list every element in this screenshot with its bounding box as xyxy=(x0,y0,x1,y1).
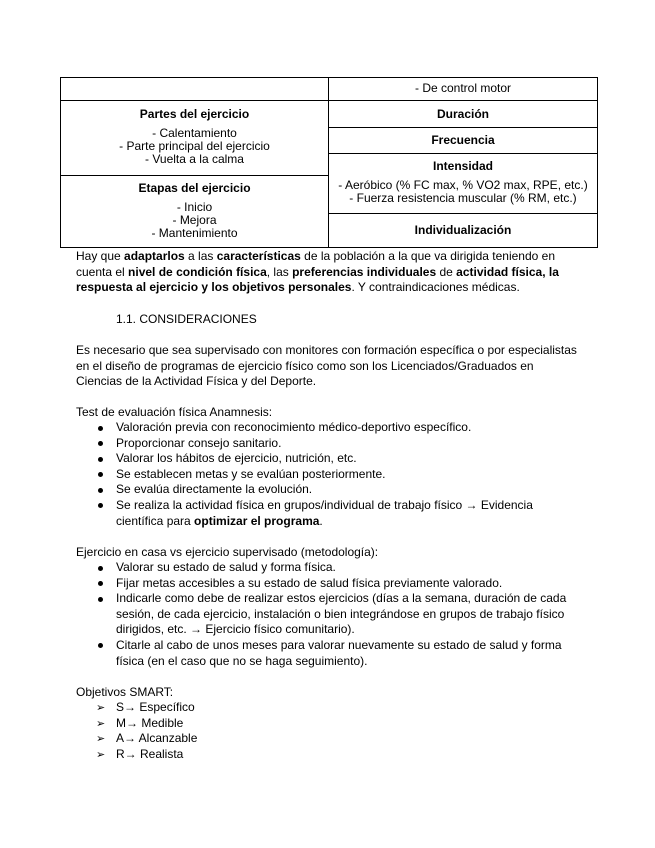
cell-control-motor xyxy=(329,82,597,95)
list-item: Se establecen metas y se evalúan posteriormente. xyxy=(96,467,581,483)
cell-duracion xyxy=(329,108,597,121)
cell-frecuencia xyxy=(329,134,597,147)
list-item: Fijar metas accesibles a su estado de salud física previamente valorado. xyxy=(96,576,581,592)
smart-intro: Objetivos SMART: xyxy=(76,685,174,699)
etapas-title: Etapas del ejercicio xyxy=(138,181,251,195)
bold-run: características xyxy=(216,249,301,263)
text-run: de la población a la que va dirigida teniendo en cuenta el xyxy=(76,249,556,279)
text-run: . Y contraindicaciones médicas. xyxy=(351,280,520,295)
intensidad-title: Intensidad xyxy=(432,159,493,173)
list-item: Se evalúa directamente la evolución. xyxy=(96,482,581,498)
list-item: Valoración previa con reconocimiento médico-deportivo específico. xyxy=(96,420,581,436)
casa-intro: Ejercicio en casa vs ejercicio supervisado (metodología): xyxy=(76,545,379,559)
list-item: ➢ M→ Medible xyxy=(96,716,581,732)
etapas-item: - Mantenimiento xyxy=(151,226,238,240)
cell-individualizacion xyxy=(329,224,597,237)
cell-partes-ejercicio xyxy=(61,108,328,166)
bold-run: optimizar el programa xyxy=(194,513,320,528)
paragraph-adaptarlos xyxy=(76,249,581,296)
frecuencia-title: Frecuencia xyxy=(431,133,495,147)
bold-run: adaptarlos xyxy=(124,249,185,263)
list-item: ➢ R→ Realista xyxy=(96,747,581,763)
list-item: Citarle al cabo de unos meses para valorar nuevamente su estado de salud y forma física (en el caso que no se haga seguimiento). xyxy=(96,638,581,669)
bold-run: actividad física, la respuesta al ejercicio y los objetivos personales xyxy=(76,264,559,295)
etapas-item: - Mejora xyxy=(172,213,217,227)
control-motor-text: - De control motor xyxy=(414,81,512,95)
exercise-table xyxy=(60,77,598,248)
individualizacion-title: Individualización xyxy=(414,223,512,237)
text-run: a las xyxy=(184,249,217,263)
text-run: . xyxy=(319,513,323,528)
list-item: Proporcionar consejo sanitario. xyxy=(96,436,581,452)
test-intro: Test de evaluación física Anamnesis: xyxy=(76,405,273,419)
bold-run: preferencias individuales xyxy=(292,264,437,279)
bold-run: nivel de condición física xyxy=(128,264,267,279)
intensidad-item: - Aeróbico (% FC max, % VO2 max, RPE, etc.) xyxy=(338,178,588,192)
text-run: Hay que xyxy=(76,249,125,263)
partes-item: - Vuelta a la calma xyxy=(145,152,244,166)
partes-item: - Parte principal del ejercicio xyxy=(119,139,270,153)
list-item: ➢ A→ Alcanzable xyxy=(96,731,581,747)
test-list xyxy=(96,420,581,529)
partes-item: - Calentamiento xyxy=(152,126,237,140)
cell-intensidad xyxy=(329,160,597,205)
casa-list xyxy=(96,560,581,669)
partes-title: Partes del ejercicio xyxy=(139,107,250,121)
list-item: Valorar los hábitos de ejercicio, nutrición, etc. xyxy=(96,451,581,467)
section-heading: 1.1. CONSIDERACIONES xyxy=(116,312,257,326)
paragraph-supervisado: Es necesario que sea supervisado con monitores con formación específica o por especialistas en el diseño de programas de ejercicio físico como son los Licenciados/Graduados en Ciencias de la Actividad Física y del Deporte. xyxy=(76,343,577,389)
cell-etapas-ejercicio xyxy=(61,182,328,240)
text-run: Se realiza la actividad física en grupos/individual de trabajo físico → Evidencia científica para xyxy=(116,497,533,528)
text-run: de xyxy=(436,264,457,279)
smart-list xyxy=(96,700,581,762)
intensidad-item: - Fuerza resistencia muscular (% RM, etc.) xyxy=(349,191,577,205)
list-item: ➢ S→ Específico xyxy=(96,700,581,716)
list-item: Valorar su estado de salud y forma física. xyxy=(96,560,581,576)
duracion-title: Duración xyxy=(436,107,489,121)
list-item xyxy=(96,498,581,529)
text-run: , las xyxy=(266,264,293,279)
etapas-item: - Inicio xyxy=(176,200,213,214)
list-item: Indicarle como debe de realizar estos ejercicios (días a la semana, duración de cada sesión, de cada ejercicio, instalación o bien integrándose en grupos de trabajo físico dirigidos, etc. → Ejercicio físico comunitario). xyxy=(96,591,581,638)
